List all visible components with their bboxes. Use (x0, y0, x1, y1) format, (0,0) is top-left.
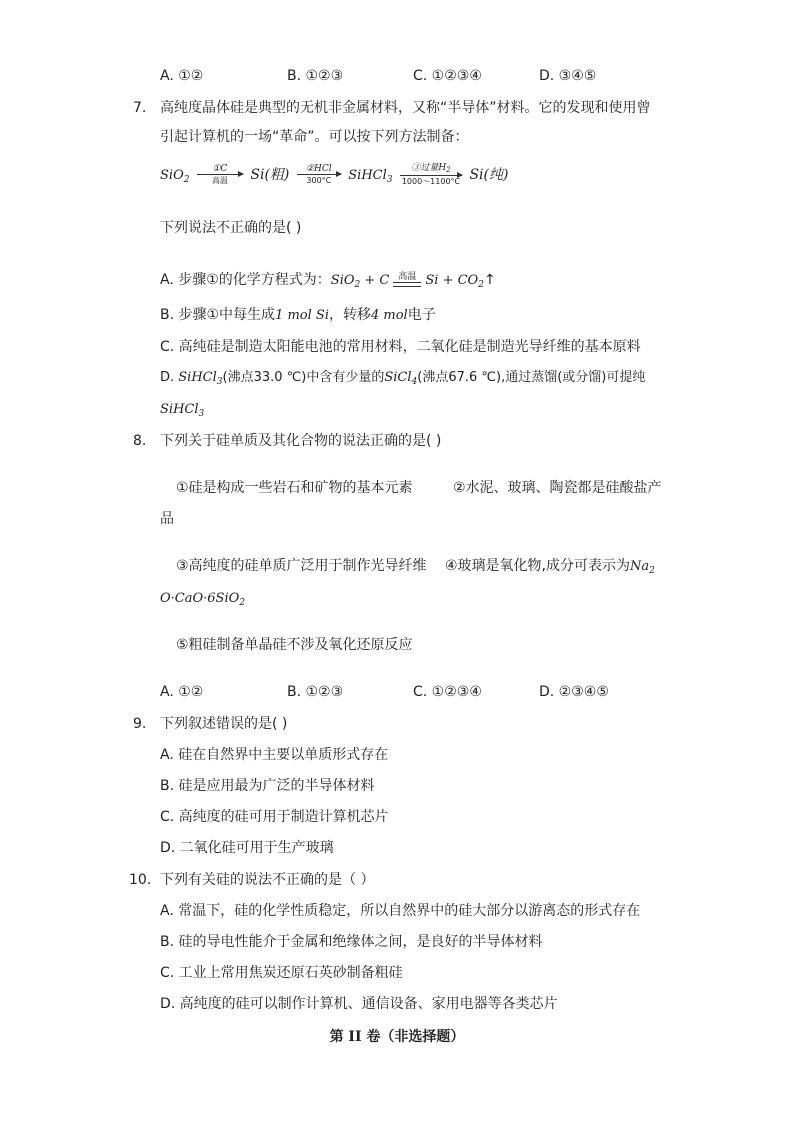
q9-number: 9. (133, 716, 147, 732)
q7-option-d-cont: SiHCl$_3$ (160, 402, 205, 419)
q8-question: 下列关于硅单质及其化合物的说法正确的是( ) (160, 433, 442, 449)
q7-option-d: D. SiHCl$_3$(沸点33.0 ℃)中含有少量的SiCl$_4$(沸点67.6 ℃),通过蒸馏(或分馏)可提纯 (160, 370, 646, 387)
section-title: 第 II 卷（非选择题） (329, 1029, 465, 1045)
q7-question: 下列说法不正确的是( ) (160, 220, 302, 236)
q8-option-d: D. ②③④⑤ (539, 684, 609, 700)
q10-question: 下列有关硅的说法不正确的是（ ） (160, 872, 375, 888)
q8-item-2: ②水泥、玻璃、陶瓷都是硅酸盐产 (453, 480, 662, 496)
q7-option-c: C. 高纯硅是制造太阳能电池的常用材料，二氧化硅是制造光导纤维的基本原料 (160, 339, 641, 355)
gas-up-arrow: ↑ (483, 272, 496, 288)
scheme-si-pure: Si(纯) (469, 167, 509, 183)
q6-option-d: D. ③④⑤ (539, 68, 597, 84)
q6-option-a: A. ①② (160, 68, 204, 84)
q10-number: 10. (129, 872, 152, 888)
q9-option-d: D. 二氧化硅可用于生产玻璃 (160, 840, 334, 856)
q9-option-a: A. 硅在自然界中主要以单质形式存在 (160, 747, 389, 763)
q8-number: 8. (133, 433, 147, 449)
q9-question: 下列叙述错误的是( ) (160, 716, 288, 732)
q8-item-3: ③高纯度的硅单质广泛用于制作光导纤维 (176, 558, 427, 574)
q7-reaction-scheme (160, 158, 508, 192)
scheme-sio2: SiO$_2$ (160, 168, 190, 185)
scheme-arrow-step2: ②HCl 300°C (297, 164, 341, 186)
reaction-equals-sign: 高温 (393, 273, 421, 287)
q10-option-c: C. 工业上常用焦炭还原石英砂制备粗硅 (160, 965, 403, 981)
scheme-si-crude: Si(粗) (250, 167, 290, 183)
scheme-arrow-step3: ③过量$H_2$ 1000～1100°C (401, 163, 461, 186)
q8-option-a: A. ①② (160, 684, 204, 700)
q10-option-d: D. 高纯度的硅可以制作计算机、通信设备、家用电器等各类芯片 (160, 996, 558, 1012)
q8-item-5: ⑤粗硅制备单晶硅不涉及氧化还原反应 (176, 637, 413, 653)
q8-option-b: B. ①②③ (287, 684, 344, 700)
q10-option-a: A. 常温下，硅的化学性质稳定，所以自然界中的硅大部分以游离态的形式存在 (160, 903, 641, 919)
q6-option-b: B. ①②③ (287, 68, 344, 84)
q7-number: 7. (133, 100, 147, 116)
q8-item-2-cont: 品 (160, 511, 174, 527)
q8-item-4-cont: O·CaO·6SiO$_2$ (160, 591, 246, 608)
q9-option-b: B. 硅是应用最为广泛的半导体材料 (160, 778, 375, 794)
q7-option-a: A. 步骤①的化学方程式为：SiO$_2$ + C 高温 $Si + CO_2↑$ (160, 272, 496, 290)
q6-option-c: C. ①②③④ (413, 68, 482, 84)
q10-option-b: B. 硅的导电性能介于金属和绝缘体之间，是良好的半导体材料 (160, 934, 543, 950)
q9-option-c: C. 高纯度的硅可用于制造计算机芯片 (160, 809, 389, 825)
q8-option-c: C. ①②③④ (413, 684, 482, 700)
q7-stem-line1: 高纯度晶体硅是典型的无机非金属材料，又称“半导体”材料。它的发现和使用曾 (160, 100, 651, 116)
q8-item-1: ①硅是构成一些岩石和矿物的基本元素 (176, 480, 413, 496)
q8-item-4: ④玻璃是氧化物,成分可表示为$Na_2$ (445, 558, 655, 576)
scheme-arrow-step1: ①C 高温 (197, 164, 243, 186)
q7-stem-line2: 引起计算机的一场“革命”。可以按下列方法制备： (160, 129, 469, 145)
q7-option-b: B. 步骤①中每生成1 mol Si，转移4 mol电子 (160, 307, 436, 323)
scheme-sihcl3: SiHCl$_3$ (348, 168, 393, 185)
